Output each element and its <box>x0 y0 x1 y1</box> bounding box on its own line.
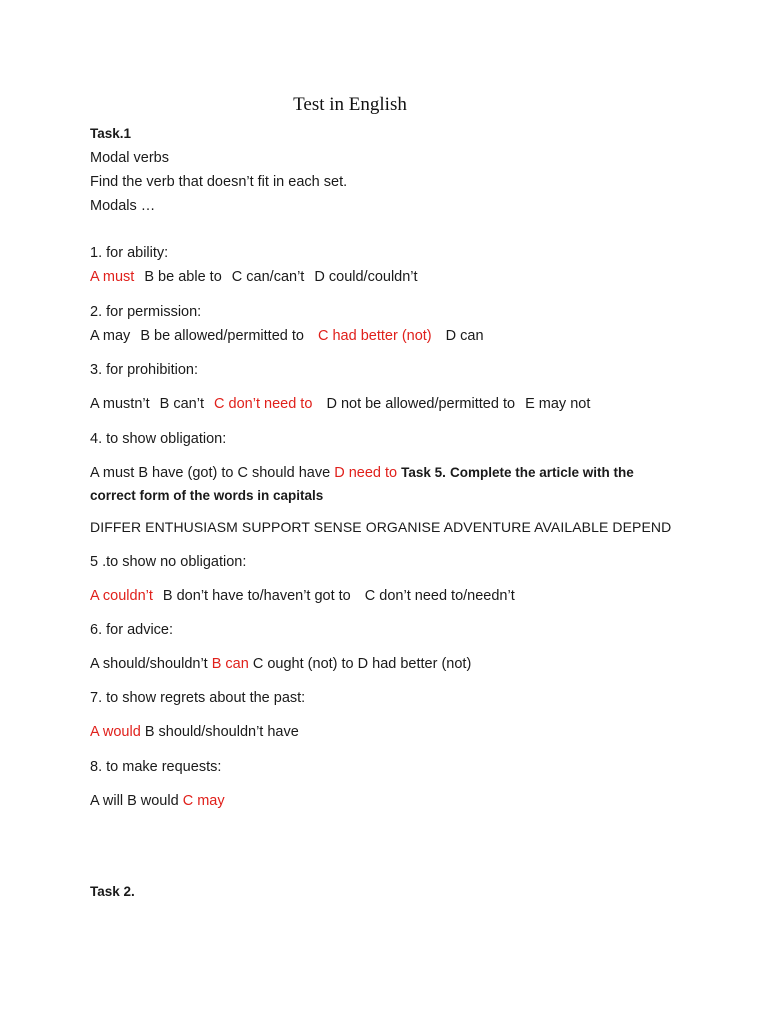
task1-instruction: Find the verb that doesn’t fit in each set. <box>90 174 348 190</box>
q1-option-a-answer: A must <box>90 269 135 285</box>
q8-options-ab: A will B would <box>90 793 179 809</box>
q1-prompt: 1. for ability: <box>90 245 169 261</box>
q6-option-b-answer: B can <box>211 656 249 672</box>
q4-option-d-answer: D need to <box>334 465 398 481</box>
q3-option-d: D not be allowed/permitted to <box>326 396 516 412</box>
q1-option-b: B be able to <box>144 269 222 285</box>
task5-heading: Task 5. <box>401 465 446 480</box>
q3-option-c-answer: C don’t need to <box>214 396 313 412</box>
q6-prompt: 6. for advice: <box>90 622 174 638</box>
q2-option-d: D can <box>445 328 484 344</box>
q2-options <box>90 326 484 346</box>
q1-options <box>90 267 418 287</box>
task1-lead: Modals … <box>90 198 156 214</box>
q8-option-c-answer: C may <box>182 793 225 809</box>
q5-prompt: 5 .to show no obligation: <box>90 554 247 570</box>
q3-prompt: 3. for prohibition: <box>90 362 199 378</box>
q7-options <box>90 722 299 742</box>
q8-options <box>90 791 225 811</box>
q4-prompt: 4. to show obligation: <box>90 431 227 447</box>
q5-option-a-answer: A couldn’t <box>90 588 153 604</box>
task5-instruction-cont: correct form of the words in capitals <box>90 488 324 503</box>
page-title: Test in English <box>293 94 407 115</box>
word-bank: DIFFER ENTHUSIASM SUPPORT SENSE ORGANISE ADVENTURE AVAILABLE DEPEND <box>90 519 672 535</box>
q2-option-b: B be allowed/permitted to <box>140 328 304 344</box>
q7-option-b: B should/shouldn’t have <box>144 724 299 740</box>
q1-option-d: D could/couldn’t <box>314 269 418 285</box>
q6-options <box>90 654 471 674</box>
q3-option-e: E may not <box>525 396 591 412</box>
task1-heading: Task.1 <box>90 126 132 141</box>
q8-prompt: 8. to make requests: <box>90 759 222 775</box>
q2-option-a: A may <box>90 328 131 344</box>
q4-options <box>90 463 634 483</box>
q3-options <box>90 394 590 414</box>
q5-options <box>90 586 515 606</box>
task5-instruction: Complete the article with the <box>449 465 634 480</box>
q4-options-abc: A must B have (got) to C should have <box>90 465 331 481</box>
q2-prompt: 2. for permission: <box>90 304 202 320</box>
q6-options-cd: C ought (not) to D had better (not) <box>252 656 472 672</box>
q6-option-a: A should/shouldn’t <box>90 656 208 672</box>
q3-option-a: A mustn’t <box>90 396 150 412</box>
q3-option-b: B can’t <box>159 396 205 412</box>
q5-option-b: B don’t have to/haven’t got to <box>162 588 351 604</box>
q2-option-c-answer: C had better (not) <box>317 328 432 344</box>
task1-subtitle: Modal verbs <box>90 150 169 166</box>
q1-option-c: C can/can’t <box>231 269 305 285</box>
q5-option-c: C don’t need to/needn’t <box>364 588 515 604</box>
q7-option-a-answer: A would <box>90 724 141 740</box>
task2-heading: Task 2. <box>90 884 135 899</box>
q7-prompt: 7. to show regrets about the past: <box>90 690 306 706</box>
